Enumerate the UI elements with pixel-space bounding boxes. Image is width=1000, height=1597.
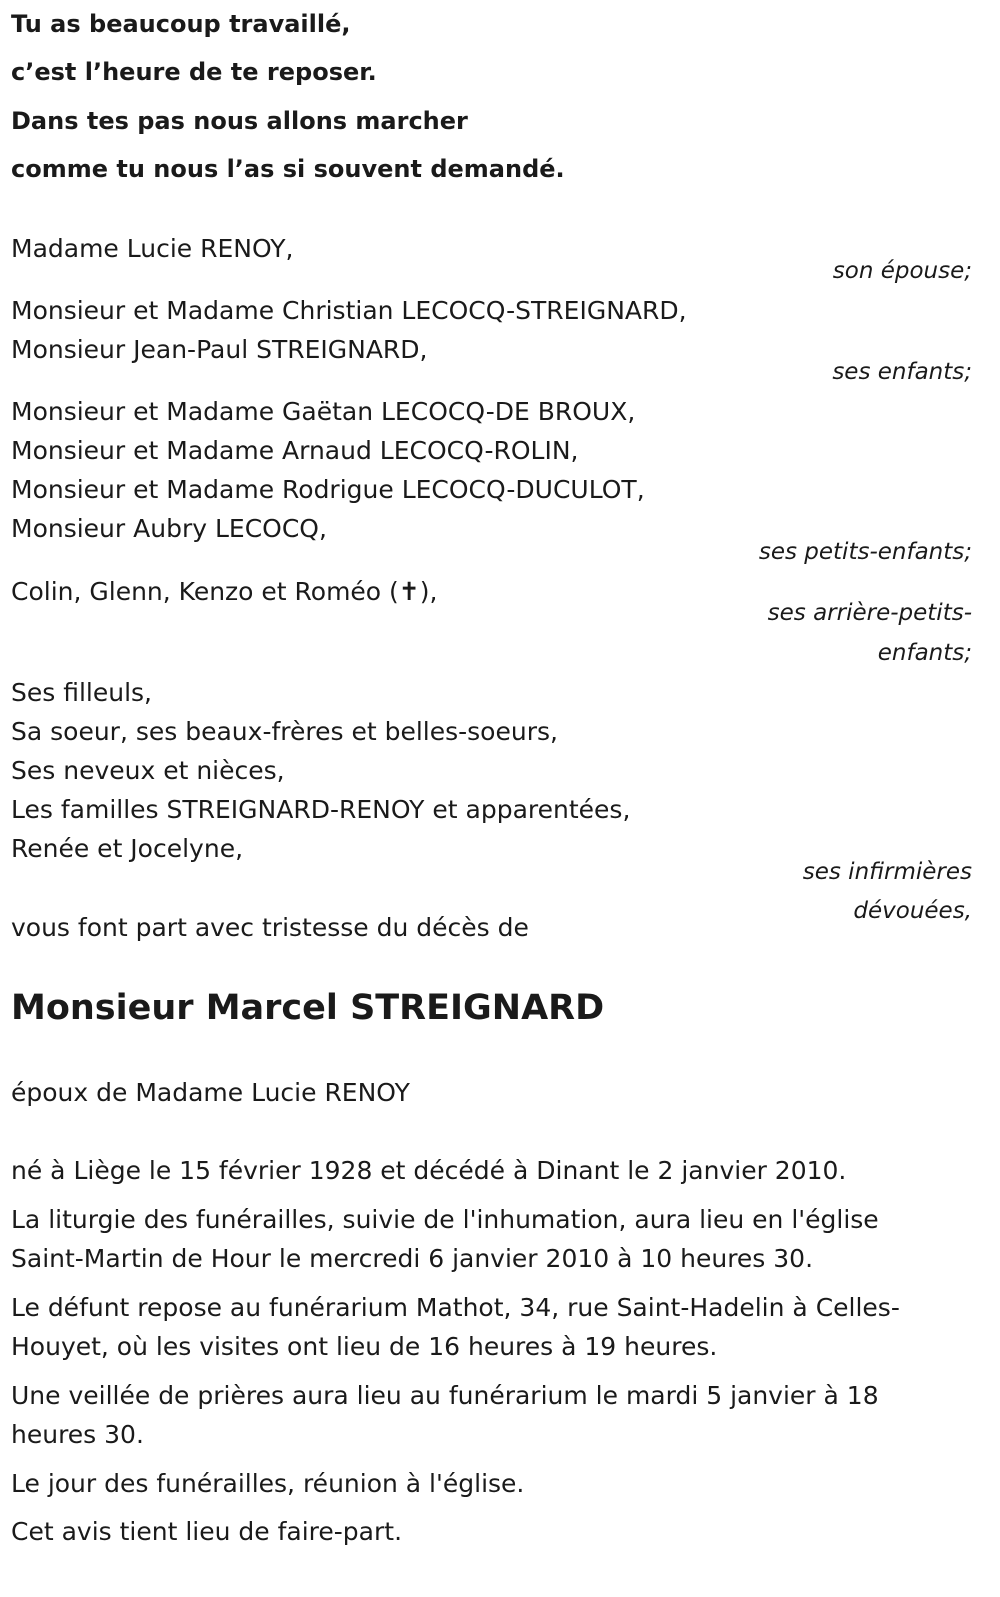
great-grandchildren-role-line-2: enfants; xyxy=(877,640,972,666)
child-name: Monsieur Jean-Paul STREIGNARD, xyxy=(11,335,428,364)
birth-death-text: né à Liège le 15 février 1928 et décédé à Dinant le 2 janvier 2010. xyxy=(11,1156,847,1185)
repose-text-line-1: Le défunt repose au funérarium Mathot, 34, rue Saint-Hadelin à Celles- xyxy=(11,1293,900,1322)
poem-line-3: Dans tes pas nous allons marcher xyxy=(11,107,468,135)
grandchild-name: Monsieur et Madame Arnaud LECOCQ-ROLIN, xyxy=(11,436,579,465)
poem-line-2: c’est l’heure de te reposer. xyxy=(11,58,377,86)
relative-line: Les familles STREIGNARD-RENOY et apparentées, xyxy=(11,795,631,824)
vigil-text-line-1: Une veillée de prières aura lieu au funérarium le mardi 5 janvier à 18 xyxy=(11,1381,879,1410)
nurses-role-line-1: ses infirmières xyxy=(802,859,972,885)
great-grandchildren-role-line-1: ses arrière-petits- xyxy=(767,600,972,626)
grandchildren-role: ses petits-enfants; xyxy=(758,539,972,565)
grandchild-name: Monsieur Aubry LECOCQ, xyxy=(11,514,327,543)
spouse-role: son épouse; xyxy=(832,258,972,284)
children-role: ses enfants; xyxy=(832,359,972,385)
grandchild-name: Monsieur et Madame Gaëtan LECOCQ-DE BROUX, xyxy=(11,397,636,426)
nurses-role-line-2: dévouées, xyxy=(853,898,972,924)
meeting-text: Le jour des funérailles, réunion à l'église. xyxy=(11,1469,525,1498)
relative-line: Ses neveux et nièces, xyxy=(11,756,285,785)
vigil-text-line-2: heures 30. xyxy=(11,1420,144,1449)
poem-line-1: Tu as beaucoup travaillé, xyxy=(11,10,351,38)
relative-line: Renée et Jocelyne, xyxy=(11,834,244,863)
child-name: Monsieur et Madame Christian LECOCQ-STREIGNARD, xyxy=(11,296,687,325)
repose-text-line-2: Houyet, où les visites ont lieu de 16 heures à 19 heures. xyxy=(11,1332,718,1361)
relative-line: Ses filleuls, xyxy=(11,678,153,707)
funeral-text-line-1: La liturgie des funérailles, suivie de l'inhumation, aura lieu en l'église xyxy=(11,1205,879,1234)
grandchild-name: Monsieur et Madame Rodrigue LECOCQ-DUCULOT, xyxy=(11,475,645,504)
relative-line: Sa soeur, ses beaux-frères et belles-soeurs, xyxy=(11,717,558,746)
announcement-text: vous font part avec tristesse du décès de xyxy=(11,913,529,942)
funeral-text-line-2: Saint-Martin de Hour le mercredi 6 janvier 2010 à 10 heures 30. xyxy=(11,1244,814,1273)
poem-line-4: comme tu nous l’as si souvent demandé. xyxy=(11,155,565,183)
deceased-name: Monsieur Marcel STREIGNARD xyxy=(11,988,605,1028)
great-grandchildren-names: Colin, Glenn, Kenzo et Roméo (✝), xyxy=(11,577,438,606)
spouse-name: Madame Lucie RENOY, xyxy=(11,234,294,263)
faire-part-text: Cet avis tient lieu de faire-part. xyxy=(11,1517,403,1546)
spouse-of-text: époux de Madame Lucie RENOY xyxy=(11,1078,410,1107)
